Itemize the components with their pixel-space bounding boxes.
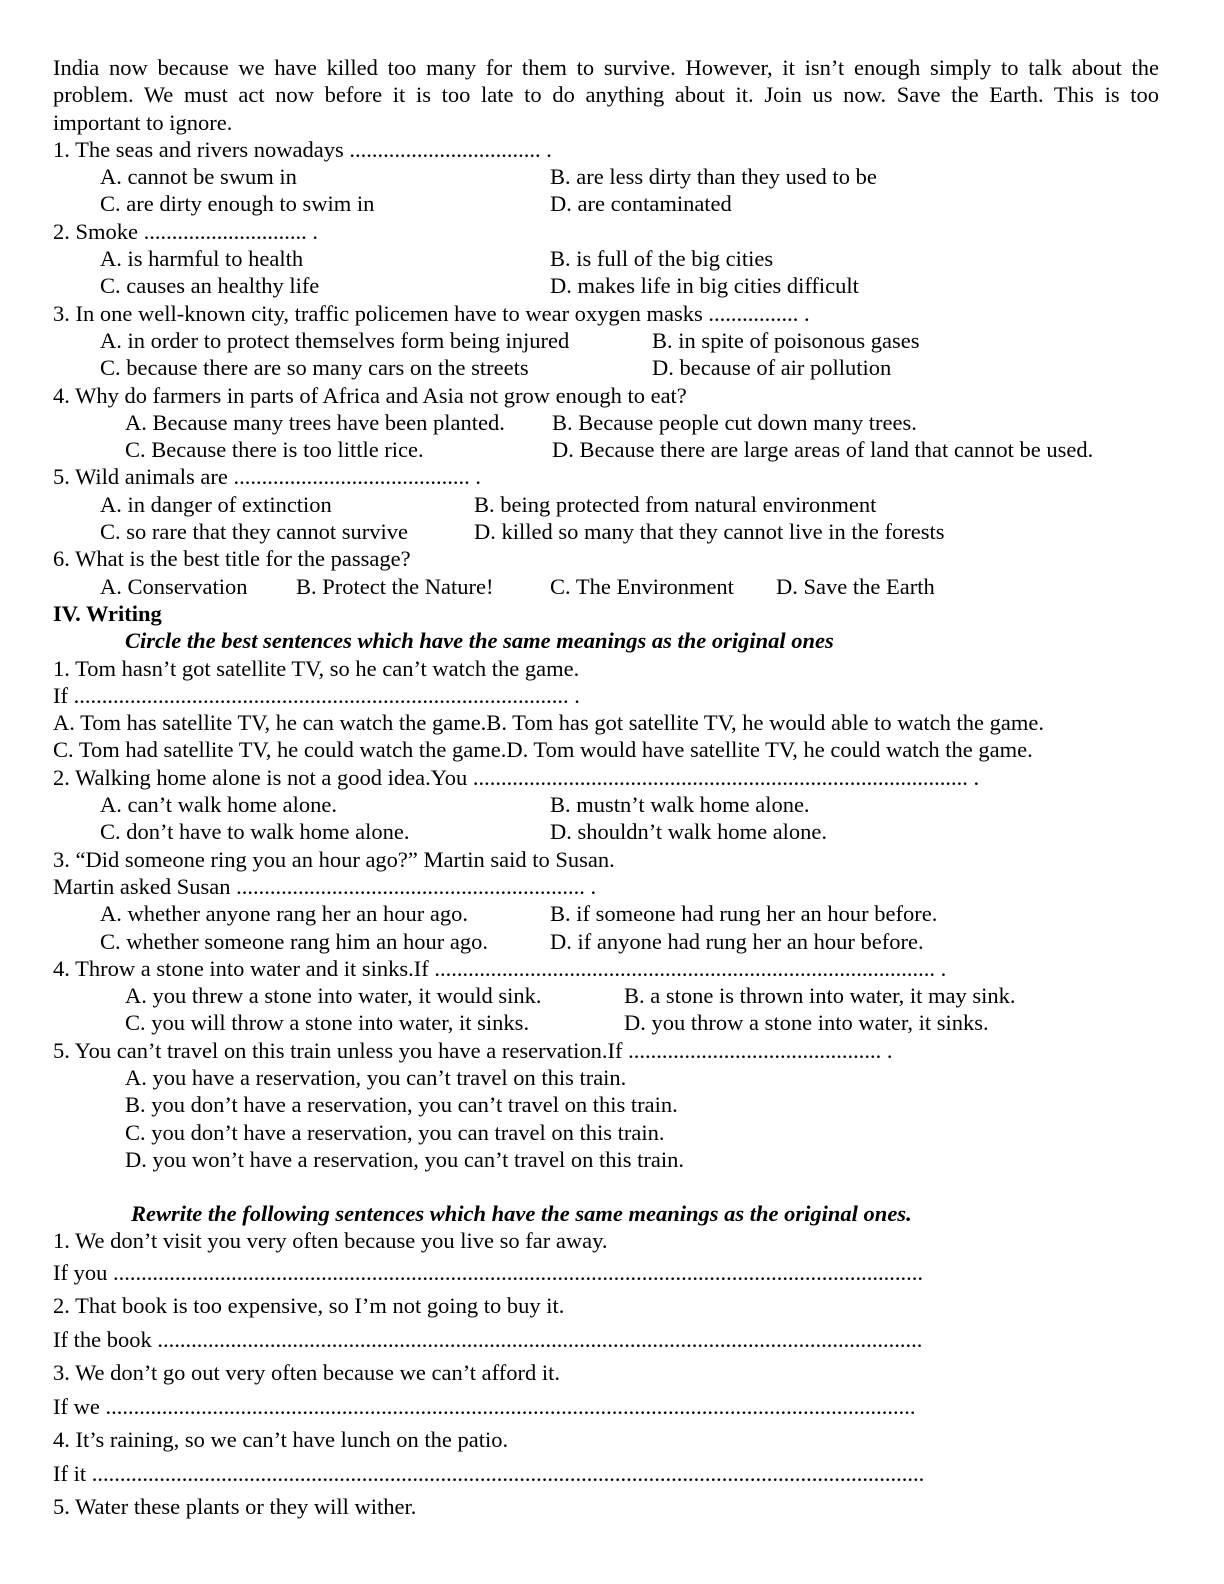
q2-option-d[interactable]: D. makes life in big cities difficult: [550, 273, 859, 299]
question-3-stem: 3. In one well-known city, traffic policemen have to wear oxygen masks ................ .: [53, 300, 810, 326]
q4-option-b[interactable]: B. Because people cut down many trees.: [552, 409, 917, 435]
writing-3-stem: 3. “Did someone ring you an hour ago?” Martin said to Susan.: [53, 846, 615, 872]
q6-option-d[interactable]: D. Save the Earth: [776, 573, 935, 599]
writing-1-options-cd[interactable]: C. Tom had satellite TV, he could watch the game.D. Tom would have satellite TV, he could watch the game.: [53, 737, 1033, 763]
rewrite-2-answer-line[interactable]: If the book ........................................................................................................................................: [53, 1326, 923, 1352]
q3-option-b[interactable]: B. in spite of poisonous gases: [652, 327, 920, 353]
question-5-row-cd: [53, 518, 1159, 545]
w2-option-a[interactable]: A. can’t walk home alone.: [100, 792, 338, 818]
rewrite-1-stem: 1. We don’t visit you very often because you live so far away.: [53, 1228, 608, 1254]
q2-option-b[interactable]: B. is full of the big cities: [550, 246, 774, 272]
passage-line-2: problem. We must act now before it is too late to do anything about it. Join us now. Save the Earth. This is too: [53, 82, 1159, 108]
writing-5-stem: 5. You can’t travel on this train unless you have a reservation.If ............................................. .: [53, 1037, 893, 1063]
q5-option-b[interactable]: B. being protected from natural environment: [474, 491, 877, 517]
rewrite-instruction: Rewrite the following sentences which have the same meanings as the original ones.: [131, 1201, 912, 1227]
question-5-stem: 5. Wild animals are .......................................... .: [53, 464, 482, 490]
writing-4-row-ab: [53, 982, 1159, 1009]
rewrite-1-answer-line[interactable]: If you ................................................................................................................................................: [53, 1259, 923, 1285]
writing-1-prompt: If ........................................................................................ .: [53, 682, 580, 708]
section-heading-writing: IV. Writing: [53, 600, 162, 626]
w2-option-b[interactable]: B. mustn’t walk home alone.: [550, 792, 810, 818]
w5-option-d[interactable]: D. you won’t have a reservation, you can’t travel on this train.: [125, 1146, 685, 1172]
circle-instruction: Circle the best sentences which have the same meanings as the original ones: [125, 628, 834, 654]
rewrite-5-stem: 5. Water these plants or they will wither.: [53, 1493, 417, 1519]
question-4-row-ab: [53, 409, 1159, 436]
writing-2-stem: 2. Walking home alone is not a good idea.You ........................................................................................ .: [53, 764, 980, 790]
q3-option-a[interactable]: A. in order to protect themselves form being injured: [100, 327, 570, 353]
q5-option-d[interactable]: D. killed so many that they cannot live in the forests: [474, 519, 945, 545]
w5-option-b[interactable]: B. you don’t have a reservation, you can’t travel on this train.: [125, 1092, 678, 1118]
writing-2-row-ab: [53, 791, 1159, 818]
q2-option-a[interactable]: A. is harmful to health: [100, 246, 304, 272]
writing-3-prompt: Martin asked Susan .............................................................. .: [53, 873, 597, 899]
w5-option-c[interactable]: C. you don’t have a reservation, you can travel on this train.: [125, 1119, 665, 1145]
rewrite-4-stem: 4. It’s raining, so we can’t have lunch on the patio.: [53, 1426, 509, 1452]
q4-option-a[interactable]: A. Because many trees have been planted.: [125, 409, 505, 435]
q6-option-b[interactable]: B. Protect the Nature!: [296, 573, 494, 599]
passage-line-3: important to ignore.: [53, 109, 233, 135]
question-1-stem: 1. The seas and rivers nowadays .................................. .: [53, 136, 552, 162]
w3-option-c[interactable]: C. whether someone rang him an hour ago.: [100, 928, 489, 954]
w4-option-b[interactable]: B. a stone is thrown into water, it may sink.: [624, 983, 1016, 1009]
rewrite-4-answer-line[interactable]: If it ....................................................................................................................................................: [53, 1460, 925, 1486]
writing-3-row-cd: [53, 928, 1159, 955]
question-5-row-ab: [53, 491, 1159, 518]
q3-option-c[interactable]: C. because there are so many cars on the streets: [100, 355, 529, 381]
question-2-row-cd: [53, 272, 1159, 299]
q1-option-c[interactable]: C. are dirty enough to swim in: [100, 191, 375, 217]
section-spacer: [53, 1173, 1159, 1200]
w3-option-a[interactable]: A. whether anyone rang her an hour ago.: [100, 901, 468, 927]
question-2-row-ab: [53, 245, 1159, 272]
question-3-row-cd: [53, 354, 1159, 381]
q4-option-d[interactable]: D. Because there are large areas of land that cannot be used.: [552, 437, 1094, 463]
rewrite-3-answer-line[interactable]: If we ................................................................................................................................................: [53, 1393, 916, 1419]
q6-option-a[interactable]: A. Conservation: [100, 573, 248, 599]
w2-option-d[interactable]: D. shouldn’t walk home alone.: [550, 819, 828, 845]
rewrite-2-stem: 2. That book is too expensive, so I’m not going to buy it.: [53, 1292, 565, 1318]
q1-option-a[interactable]: A. cannot be swum in: [100, 164, 297, 190]
worksheet-page: [53, 54, 1159, 1523]
question-1-row-cd: [53, 190, 1159, 217]
writing-3-row-ab: [53, 900, 1159, 927]
q1-option-b[interactable]: B. are less dirty than they used to be: [550, 164, 877, 190]
q5-option-c[interactable]: C. so rare that they cannot survive: [100, 519, 409, 545]
question-3-row-ab: [53, 327, 1159, 354]
rewrite-3-stem: 3. We don’t go out very often because we can’t afford it.: [53, 1359, 560, 1385]
w4-option-d[interactable]: D. you throw a stone into water, it sinks.: [624, 1010, 989, 1036]
question-4-stem: 4. Why do farmers in parts of Africa and Asia not grow enough to eat?: [53, 382, 687, 408]
w4-option-a[interactable]: A. you threw a stone into water, it would sink.: [125, 983, 542, 1009]
q6-option-c[interactable]: C. The Environment: [550, 573, 734, 599]
w3-option-d[interactable]: D. if anyone had rung her an hour before.: [550, 928, 924, 954]
question-6-stem: 6. What is the best title for the passage?: [53, 546, 411, 572]
question-1-row-ab: [53, 163, 1159, 190]
w3-option-b[interactable]: B. if someone had rung her an hour before.: [550, 901, 938, 927]
q2-option-c[interactable]: C. causes an healthy life: [100, 273, 320, 299]
writing-2-row-cd: [53, 818, 1159, 845]
writing-1-options-ab[interactable]: A. Tom has satellite TV, he can watch the game.B. Tom has got satellite TV, he would able to watch the game.: [53, 710, 1045, 736]
writing-1-stem: 1. Tom hasn’t got satellite TV, so he can’t watch the game.: [53, 655, 580, 681]
writing-4-row-cd: [53, 1009, 1159, 1036]
passage-line-1: India now because we have killed too many for them to survive. However, it isn’t enough simply to talk about the: [53, 55, 1159, 80]
q3-option-d[interactable]: D. because of air pollution: [652, 355, 892, 381]
q4-option-c[interactable]: C. Because there is too little rice.: [125, 437, 424, 463]
w4-option-c[interactable]: C. you will throw a stone into water, it sinks.: [125, 1010, 530, 1036]
q1-option-d[interactable]: D. are contaminated: [550, 191, 732, 217]
question-4-row-cd: [53, 436, 1159, 463]
question-2-stem: 2. Smoke ............................. .: [53, 218, 319, 244]
w2-option-c[interactable]: C. don’t have to walk home alone.: [100, 819, 410, 845]
w5-option-a[interactable]: A. you have a reservation, you can’t travel on this train.: [125, 1064, 627, 1090]
q5-option-a[interactable]: A. in danger of extinction: [100, 491, 332, 517]
writing-4-stem: 4. Throw a stone into water and it sinks.If ......................................................................................... .: [53, 955, 947, 981]
question-6-options: [53, 573, 1159, 600]
